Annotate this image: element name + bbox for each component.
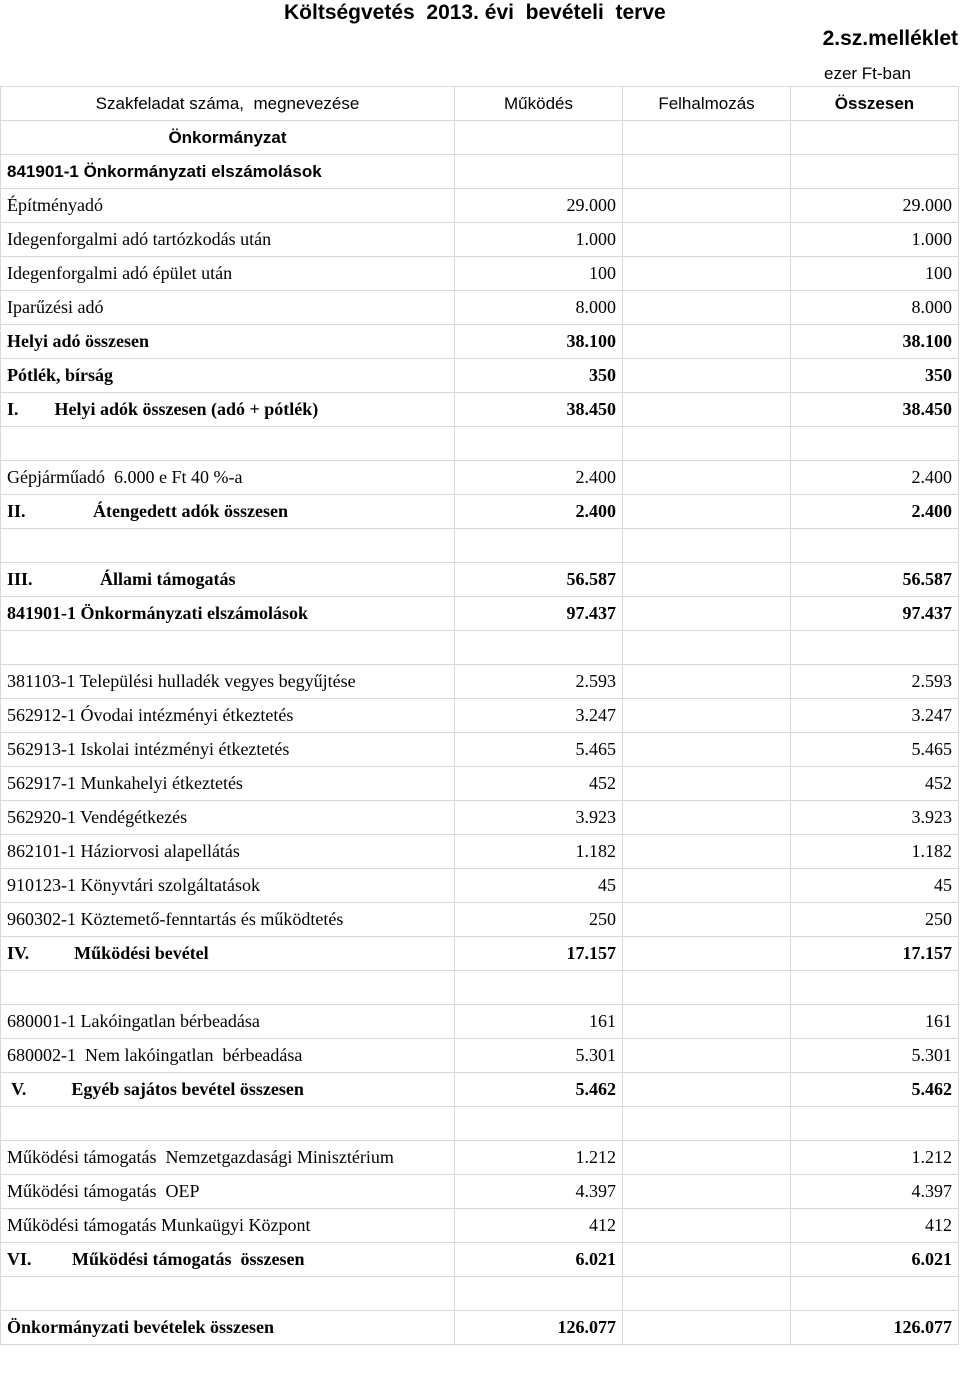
document-title: Költségvetés 2013. évi bevételi terve — [284, 1, 666, 24]
cell-capital — [623, 1107, 791, 1141]
cell-operating: 6.021 — [455, 1243, 623, 1277]
cell-name: 841901-1 Önkormányzati elszámolások — [1, 155, 455, 189]
cell-total — [791, 1107, 959, 1141]
cell-capital — [623, 461, 791, 495]
cell-capital — [623, 563, 791, 597]
section-empty-cell — [791, 121, 959, 155]
cell-total — [791, 1277, 959, 1311]
table-row — [1, 223, 959, 257]
table-row — [1, 1073, 959, 1107]
cell-name: Építményadó — [1, 189, 455, 223]
table-row — [1, 1039, 959, 1073]
cell-total: 5.465 — [791, 733, 959, 767]
cell-total: 29.000 — [791, 189, 959, 223]
cell-operating: 97.437 — [455, 597, 623, 631]
cell-name: 562917-1 Munkahelyi étkeztetés — [1, 767, 455, 801]
cell-total: 6.021 — [791, 1243, 959, 1277]
table-row — [1, 903, 959, 937]
cell-total — [791, 529, 959, 563]
cell-capital — [623, 291, 791, 325]
cell-total: 5.301 — [791, 1039, 959, 1073]
cell-total: 350 — [791, 359, 959, 393]
cell-capital — [623, 155, 791, 189]
cell-name: 680001-1 Lakóingatlan bérbeadása — [1, 1005, 455, 1039]
cell-total: 5.462 — [791, 1073, 959, 1107]
cell-operating — [455, 155, 623, 189]
cell-name: Idegenforgalmi adó tartózkodás után — [1, 223, 455, 257]
annex-label: 2.sz.melléklet — [822, 27, 958, 50]
cell-capital — [623, 937, 791, 971]
cell-name: 841901-1 Önkormányzati elszámolások — [1, 597, 455, 631]
table-row — [1, 631, 959, 665]
cell-name: 680002-1 Nem lakóingatlan bérbeadása — [1, 1039, 455, 1073]
cell-capital — [623, 1039, 791, 1073]
table-row — [1, 495, 959, 529]
cell-operating: 3.247 — [455, 699, 623, 733]
cell-capital — [623, 257, 791, 291]
header-row — [1, 87, 959, 121]
cell-capital — [623, 529, 791, 563]
section-empty-cell — [623, 121, 791, 155]
table-row — [1, 325, 959, 359]
table-row — [1, 189, 959, 223]
cell-operating — [455, 1107, 623, 1141]
cell-total: 2.400 — [791, 461, 959, 495]
cell-total: 1.182 — [791, 835, 959, 869]
cell-capital — [623, 733, 791, 767]
unit-label: ezer Ft-ban — [824, 64, 911, 83]
header-operating: Működés — [455, 87, 623, 121]
cell-capital — [623, 835, 791, 869]
cell-capital — [623, 1005, 791, 1039]
cell-name: II. Átengedett adók összesen — [1, 495, 455, 529]
table-row — [1, 1243, 959, 1277]
table-row — [1, 427, 959, 461]
cell-total: 2.400 — [791, 495, 959, 529]
cell-name: Helyi adó összesen — [1, 325, 455, 359]
cell-operating: 45 — [455, 869, 623, 903]
cell-name: Önkormányzati bevételek összesen — [1, 1311, 455, 1345]
cell-capital — [623, 597, 791, 631]
cell-total: 3.923 — [791, 801, 959, 835]
table-row — [1, 1209, 959, 1243]
cell-name: IV. Működési bevétel — [1, 937, 455, 971]
cell-capital — [623, 223, 791, 257]
cell-total — [791, 971, 959, 1005]
cell-capital — [623, 393, 791, 427]
cell-total — [791, 631, 959, 665]
cell-capital — [623, 1277, 791, 1311]
cell-name — [1, 631, 455, 665]
cell-name: Működési támogatás Nemzetgazdasági Minisztérium — [1, 1141, 455, 1175]
cell-name: Pótlék, bírság — [1, 359, 455, 393]
cell-operating: 100 — [455, 257, 623, 291]
cell-total: 250 — [791, 903, 959, 937]
table-row — [1, 801, 959, 835]
cell-capital — [623, 359, 791, 393]
cell-name: 562912-1 Óvodai intézményi étkeztetés — [1, 699, 455, 733]
table-row — [1, 699, 959, 733]
cell-operating: 56.587 — [455, 563, 623, 597]
cell-name: 381103-1 Települési hulladék vegyes begyűjtése — [1, 665, 455, 699]
table-row — [1, 869, 959, 903]
table-row — [1, 597, 959, 631]
table-row — [1, 1277, 959, 1311]
cell-name — [1, 1107, 455, 1141]
table-row — [1, 359, 959, 393]
cell-capital — [623, 1073, 791, 1107]
table-row — [1, 155, 959, 189]
cell-operating: 2.400 — [455, 461, 623, 495]
cell-name: 910123-1 Könyvtári szolgáltatások — [1, 869, 455, 903]
cell-name: I. Helyi adók összesen (adó + pótlék) — [1, 393, 455, 427]
table-row — [1, 1311, 959, 1345]
cell-operating: 8.000 — [455, 291, 623, 325]
cell-name: III. Állami támogatás — [1, 563, 455, 597]
cell-capital — [623, 1175, 791, 1209]
table-row — [1, 1005, 959, 1039]
table-row — [1, 767, 959, 801]
cell-total: 161 — [791, 1005, 959, 1039]
cell-name: 960302-1 Köztemető-fenntartás és működtetés — [1, 903, 455, 937]
cell-total: 38.100 — [791, 325, 959, 359]
cell-name: Működési támogatás Munkaügyi Központ — [1, 1209, 455, 1243]
cell-capital — [623, 495, 791, 529]
table-row — [1, 665, 959, 699]
cell-name: Gépjárműadó 6.000 e Ft 40 %-a — [1, 461, 455, 495]
cell-operating: 5.301 — [455, 1039, 623, 1073]
cell-total: 38.450 — [791, 393, 959, 427]
cell-operating: 250 — [455, 903, 623, 937]
table-row — [1, 971, 959, 1005]
cell-capital — [623, 971, 791, 1005]
cell-operating: 1.212 — [455, 1141, 623, 1175]
header-capital: Felhalmozás — [623, 87, 791, 121]
cell-capital — [623, 1243, 791, 1277]
cell-operating: 350 — [455, 359, 623, 393]
cell-operating — [455, 427, 623, 461]
cell-total: 1.212 — [791, 1141, 959, 1175]
cell-total — [791, 427, 959, 461]
cell-name: V. Egyéb sajátos bevétel összesen — [1, 1073, 455, 1107]
cell-total: 3.247 — [791, 699, 959, 733]
cell-total: 17.157 — [791, 937, 959, 971]
cell-capital — [623, 1311, 791, 1345]
cell-operating: 126.077 — [455, 1311, 623, 1345]
cell-operating: 1.182 — [455, 835, 623, 869]
cell-operating: 2.593 — [455, 665, 623, 699]
cell-operating: 161 — [455, 1005, 623, 1039]
cell-capital — [623, 903, 791, 937]
table-row — [1, 937, 959, 971]
table-row — [1, 733, 959, 767]
cell-capital — [623, 699, 791, 733]
section-row — [1, 121, 959, 155]
cell-capital — [623, 801, 791, 835]
table-row — [1, 1175, 959, 1209]
cell-name — [1, 1277, 455, 1311]
cell-capital — [623, 427, 791, 461]
cell-capital — [623, 869, 791, 903]
cell-operating — [455, 631, 623, 665]
cell-capital — [623, 1141, 791, 1175]
cell-operating: 2.400 — [455, 495, 623, 529]
cell-operating — [455, 1277, 623, 1311]
cell-total — [791, 155, 959, 189]
cell-capital — [623, 1209, 791, 1243]
cell-capital — [623, 325, 791, 359]
table-row — [1, 1107, 959, 1141]
section-title: Önkormányzat — [1, 121, 455, 155]
table-row — [1, 1141, 959, 1175]
cell-capital — [623, 631, 791, 665]
cell-name: Iparűzési adó — [1, 291, 455, 325]
cell-name — [1, 427, 455, 461]
cell-total: 4.397 — [791, 1175, 959, 1209]
table-row — [1, 563, 959, 597]
table-row — [1, 461, 959, 495]
cell-operating: 29.000 — [455, 189, 623, 223]
cell-total: 56.587 — [791, 563, 959, 597]
cell-name: VI. Működési támogatás összesen — [1, 1243, 455, 1277]
cell-total: 97.437 — [791, 597, 959, 631]
cell-total: 126.077 — [791, 1311, 959, 1345]
cell-name — [1, 529, 455, 563]
cell-capital — [623, 665, 791, 699]
cell-name: Működési támogatás OEP — [1, 1175, 455, 1209]
cell-operating: 17.157 — [455, 937, 623, 971]
section-empty-cell — [455, 121, 623, 155]
cell-total: 45 — [791, 869, 959, 903]
budget-table — [0, 86, 959, 1345]
cell-total: 2.593 — [791, 665, 959, 699]
cell-operating: 1.000 — [455, 223, 623, 257]
cell-total: 100 — [791, 257, 959, 291]
table-row — [1, 393, 959, 427]
cell-operating — [455, 529, 623, 563]
cell-operating: 38.100 — [455, 325, 623, 359]
cell-operating: 412 — [455, 1209, 623, 1243]
cell-capital — [623, 767, 791, 801]
cell-name — [1, 971, 455, 1005]
cell-name: 562913-1 Iskolai intézményi étkeztetés — [1, 733, 455, 767]
cell-operating: 3.923 — [455, 801, 623, 835]
table-row — [1, 257, 959, 291]
header-name: Szakfeladat száma, megnevezése — [1, 87, 455, 121]
cell-operating: 4.397 — [455, 1175, 623, 1209]
cell-operating: 38.450 — [455, 393, 623, 427]
cell-operating: 5.462 — [455, 1073, 623, 1107]
cell-name: 862101-1 Háziorvosi alapellátás — [1, 835, 455, 869]
table-row — [1, 529, 959, 563]
cell-operating: 452 — [455, 767, 623, 801]
cell-total: 8.000 — [791, 291, 959, 325]
cell-total: 1.000 — [791, 223, 959, 257]
cell-operating — [455, 971, 623, 1005]
header-total: Összesen — [791, 87, 959, 121]
cell-capital — [623, 189, 791, 223]
table-row — [1, 291, 959, 325]
cell-name: 562920-1 Vendégétkezés — [1, 801, 455, 835]
cell-total: 412 — [791, 1209, 959, 1243]
cell-operating: 5.465 — [455, 733, 623, 767]
table-row — [1, 835, 959, 869]
cell-total: 452 — [791, 767, 959, 801]
cell-name: Idegenforgalmi adó épület után — [1, 257, 455, 291]
